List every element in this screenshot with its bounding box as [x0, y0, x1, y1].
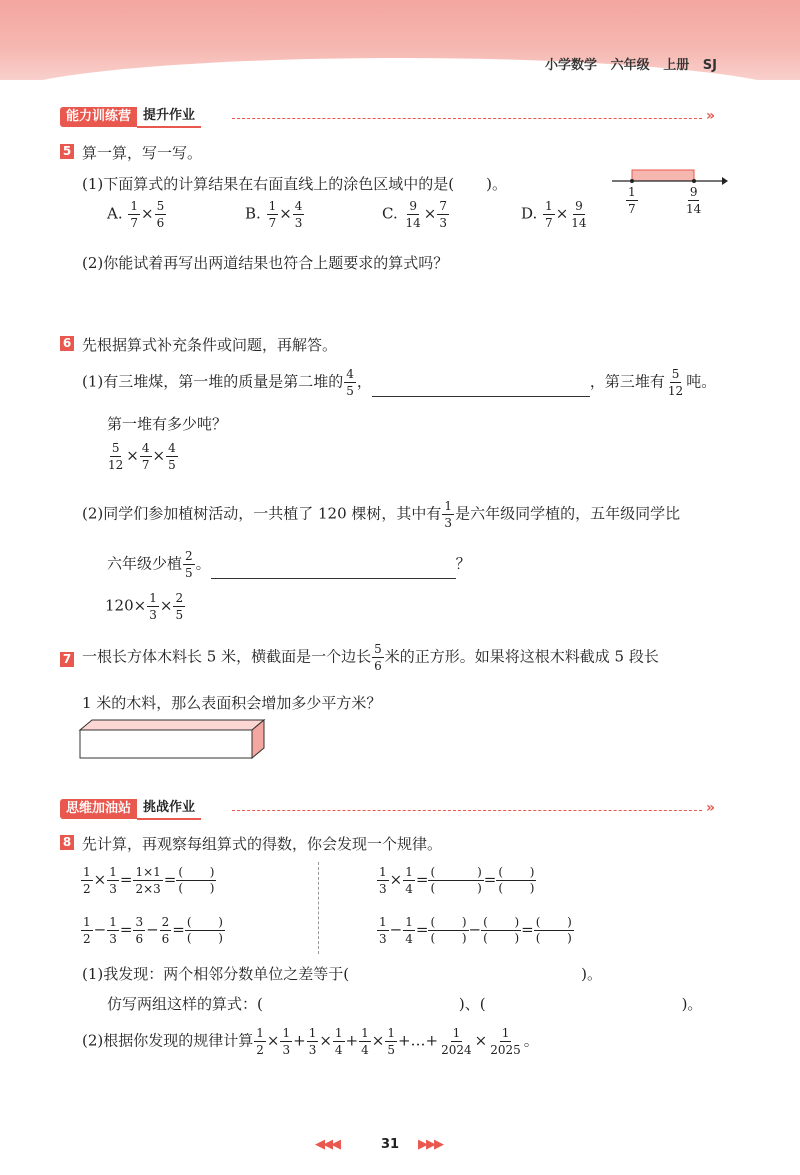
header-edition: SJ [702, 58, 717, 73]
shaded-region [632, 170, 694, 181]
option-a[interactable]: A. $\frac{1}{7}$ × $\frac{5}{6}$ [107, 199, 165, 230]
answer-fraction-blank[interactable]: ( ) ( ) [535, 915, 572, 946]
answer-fraction-blank[interactable]: ( ) ( ) [430, 915, 467, 946]
q6-part2: (2)同学们参加植树活动，一共植了 120 棵树，其中有 $\frac{1}{3}$ 是六年级同学植的，五年级同学比 [82, 499, 681, 530]
page-number: 31 [381, 1137, 400, 1152]
option-d[interactable]: D. $\frac{1}{7}$ × $\frac{9}{14}$ [521, 199, 587, 230]
fraction: $\frac{1}{7}$ [130, 199, 139, 230]
q8-part1b: 仿写两组这样的算式：( )、( )。 [107, 995, 703, 1013]
q8-right-row2: $\frac{1}{3}$ − $\frac{1}{4}$ = ( ) ( ) − ( ) ( ) = ( ) ( ) [379, 915, 572, 947]
question-number-6: 6 [60, 336, 74, 351]
arrow-left-icon: ◀◀◀ [315, 1137, 339, 1152]
section-divider [232, 810, 702, 811]
q8-right-row1: $\frac{1}{3}$ × $\frac{1}{4}$ = ( ) ( ) = ( ) ( ) [379, 865, 535, 897]
fraction: $\frac{7}{3}$ [439, 199, 447, 230]
column-divider [318, 862, 319, 954]
q8-left-row1: $\frac{1}{2}$ × $\frac{1}{3}$ = $\frac{1\times 1}{2\times 3}$ = ( ) ( ) [83, 865, 215, 897]
question-number-7: 7 [60, 652, 74, 667]
q8-part2: (2)根据你发现的规律计算 $\frac{1}{2}$ × $\frac{1}{3}$ + $\frac{1}{3}$ × $\frac{1}{4}$ + $\frac{1}{4}$ × $\frac{1}{5}$ +…+ $\frac{1}{2024}$ × $\frac{1}{2025}$ 。 [82, 1026, 539, 1057]
question-number-8: 8 [60, 835, 74, 850]
fraction: $\frac{4}{3}$ [294, 199, 303, 230]
point [630, 179, 634, 183]
q5-title: 算一算，写一写。 [82, 144, 203, 162]
fraction: $\frac{5}{6}$ [156, 199, 165, 230]
answer-fraction-blank[interactable]: ( ) ( ) [498, 865, 535, 896]
fraction: $\frac{1}{7}$ [268, 199, 277, 230]
header-info [545, 54, 717, 73]
condition-blank[interactable] [372, 380, 590, 397]
chevron-icon: » [706, 108, 716, 124]
q8-title: 先计算，再观察每组算式的得数，你会发现一个规律。 [82, 835, 443, 853]
answer-fraction-blank[interactable]: ( ) ( ) [186, 915, 223, 946]
q7-line2: 1 米的木料，那么表面积会增加多少平方米？ [82, 694, 382, 712]
chevron-icon: » [706, 800, 716, 816]
q6-part1: (1)有三堆煤，第一堆的质量是第二堆的 $\frac{4}{5}$ ， ，第三堆有 $\frac{5}{12}$ 吨。 [82, 367, 717, 398]
option-c[interactable]: C. $\frac{9}{14}$ × $\frac{7}{3}$ [382, 199, 447, 230]
section-divider [232, 118, 702, 119]
q5-part2: (2)你能试着再写出两道结果也符合上题要求的算式吗？ [82, 254, 449, 272]
q6-expr1: $\frac{5}{12}$ × $\frac{4}{7}$ × $\frac{4}{5}$ [108, 441, 176, 472]
arrow-right-icon: ▶▶▶ [418, 1137, 442, 1152]
q8-left-row2: $\frac{1}{2}$ − $\frac{1}{3}$ = $\frac{3}{6}$ − $\frac{2}{6}$ = ( ) ( ) [83, 915, 223, 947]
q6-part2-line2: 六年级少植 $\frac{2}{5}$ 。 ？ [107, 549, 471, 580]
arrow-icon [722, 177, 728, 185]
q8-part1: (1)我发现：两个相邻分数单位之差等于( )。 [82, 965, 602, 983]
question-number-5: 5 [60, 144, 74, 159]
section-tag-2 [60, 798, 201, 820]
point [692, 179, 696, 183]
fraction: $\frac{9}{14}$ [571, 199, 587, 230]
section-tag-sub: 提升作业 [137, 106, 201, 128]
q7-line1: 一根长方体木料长 5 米，横截面是一个边长 $\frac{5}{6}$ 米的正方形。如果将这根木料截成 5 段长 [82, 642, 659, 673]
q6-question: 第一堆有多少吨？ [107, 415, 228, 433]
answer-fraction-blank[interactable]: ( ) ( ) [178, 865, 215, 896]
cuboid-figure [78, 718, 270, 762]
label-9-14: $\frac{9}{14}$ [686, 185, 702, 216]
answer-fraction-blank[interactable]: ( ) ( ) [430, 865, 482, 896]
section-tag-1 [60, 106, 201, 128]
section-tag-sub: 挑战作业 [137, 798, 201, 820]
q6-expr2: 120× $\frac{1}{3}$ × $\frac{2}{5}$ [105, 591, 184, 622]
option-b[interactable]: B. $\frac{1}{7}$ × $\frac{4}{3}$ [245, 199, 303, 230]
answer-fraction-blank[interactable]: ( ) ( ) [483, 915, 520, 946]
q5-part1: (1)下面算式的计算结果在右面直线上的涂色区域中的是( )。 [82, 175, 507, 193]
header-grade: 六年级 [610, 58, 650, 73]
label-1-7: $\frac{1}{7}$ [628, 185, 636, 216]
section-tag-label: 能力训练营 [60, 107, 137, 127]
question-blank[interactable] [211, 562, 456, 579]
header-volume: 上册 [663, 58, 690, 73]
q6-title: 先根据算式补充条件或问题，再解答。 [82, 336, 338, 354]
header-subject: 小学数学 [545, 58, 598, 73]
fraction: $\frac{9}{14}$ [405, 199, 421, 230]
section-tag-label: 思维加油站 [60, 799, 137, 819]
fraction: $\frac{1}{7}$ [545, 199, 553, 230]
